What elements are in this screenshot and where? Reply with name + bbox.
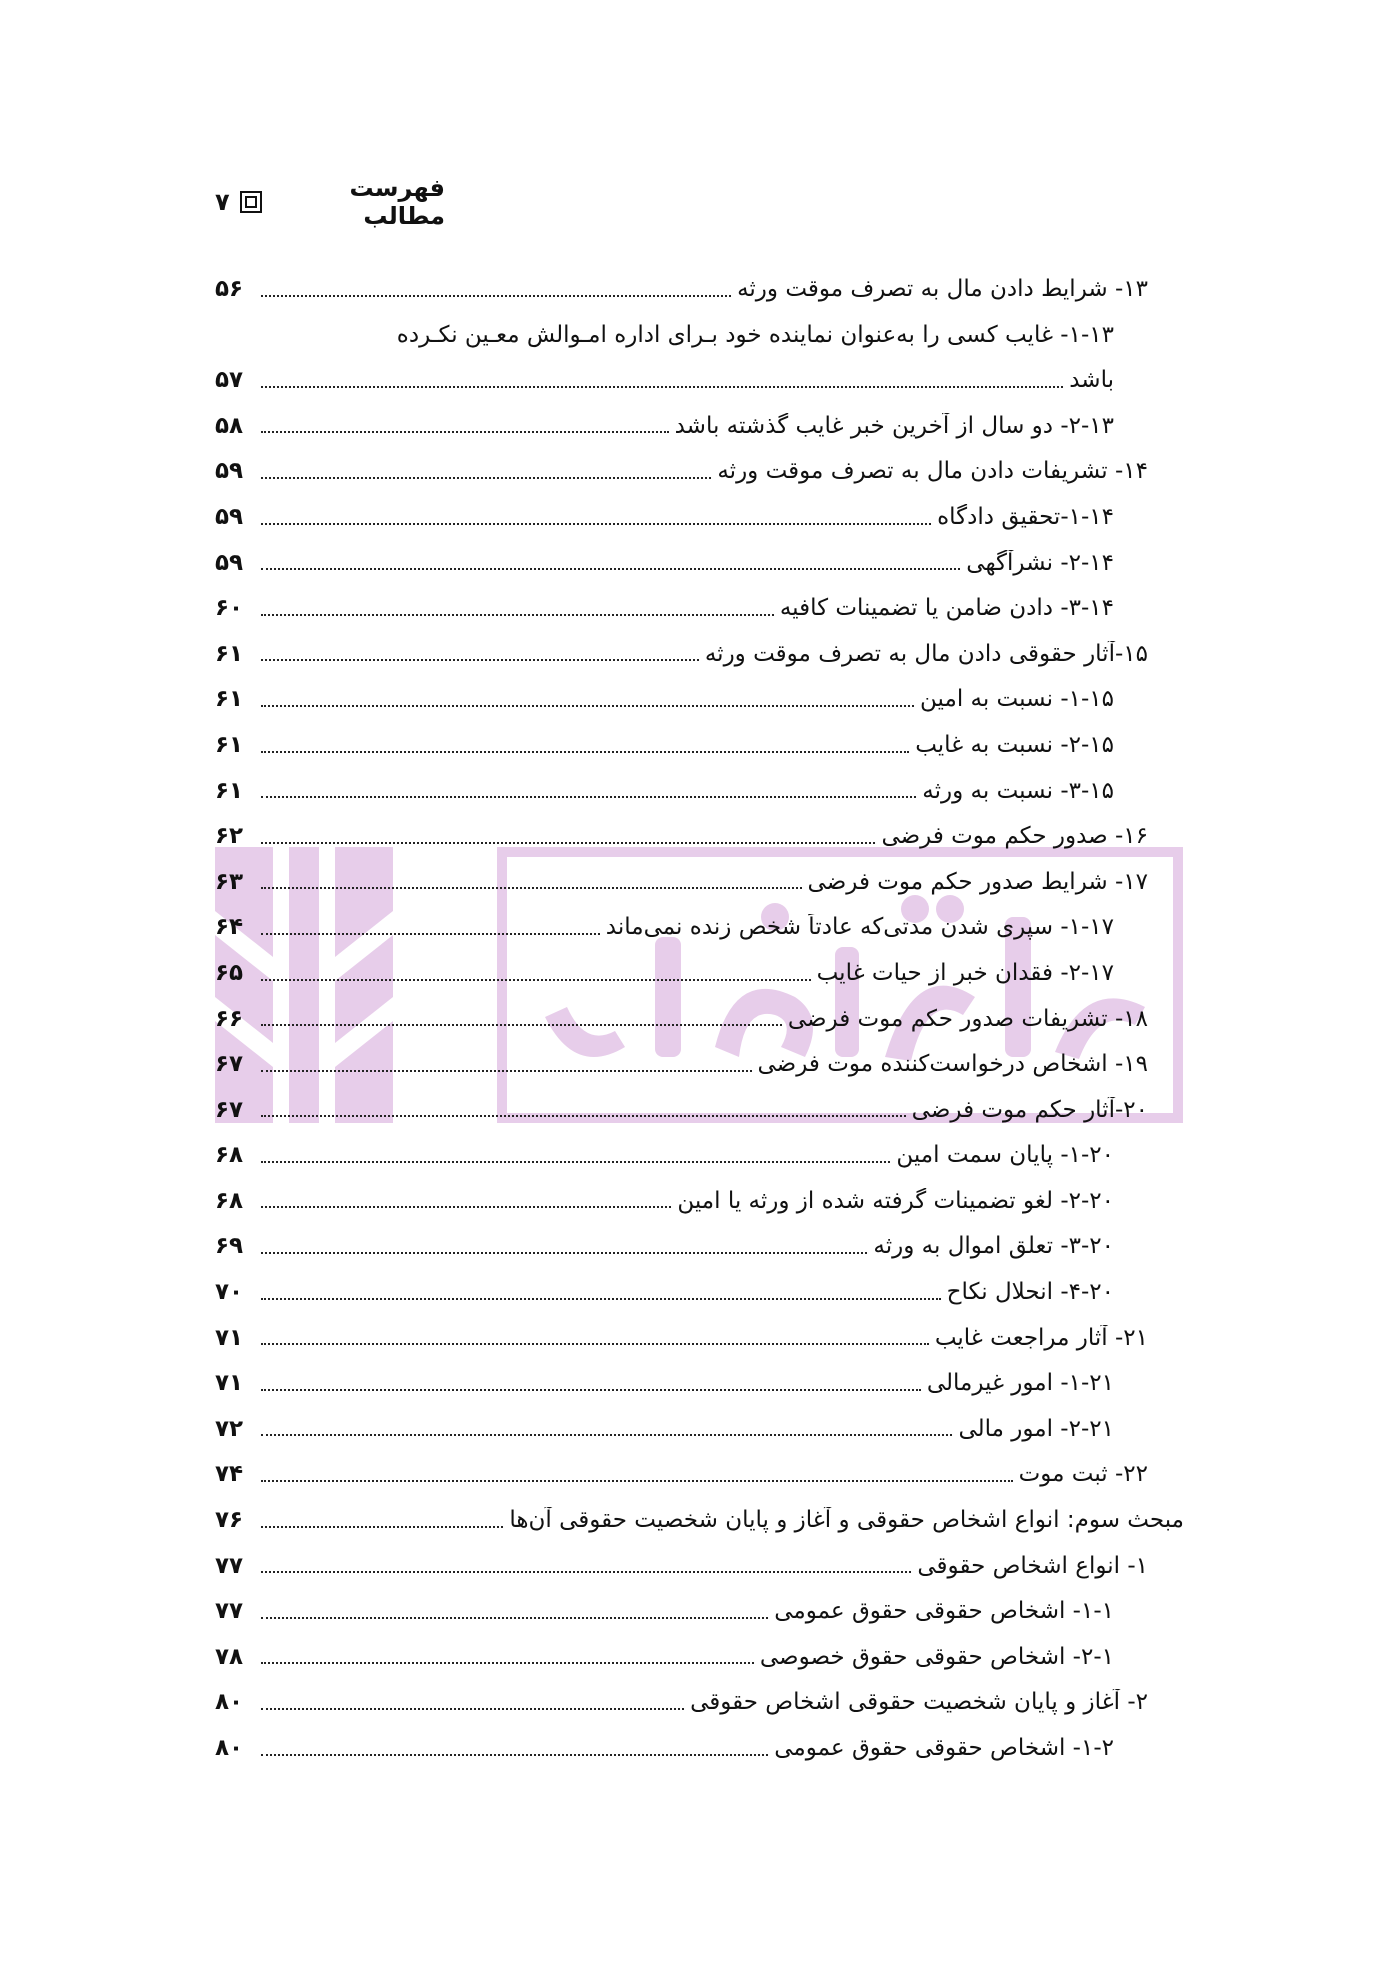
toc-entry bbox=[215, 440, 1148, 486]
toc-leader-dots bbox=[261, 933, 600, 935]
toc-page-number: ۷۷ bbox=[215, 1552, 244, 1579]
toc-entry-title: ۱۳- شرایط دادن مال به تصرف موقت ورثه bbox=[737, 276, 1148, 302]
toc-page-number: ۶۱ bbox=[215, 777, 244, 804]
toc-entry bbox=[215, 486, 1148, 532]
toc-entry-title: ۲-۲۱- امور مالی bbox=[958, 1415, 1114, 1442]
toc-page-number: ۶۸ bbox=[215, 1142, 244, 1169]
toc-entry-title: ۲- آغاز و پایان شخصیت حقوقی اشخاص حقوقی bbox=[690, 1689, 1148, 1716]
toc-entry bbox=[215, 1261, 1148, 1307]
toc-page-number: ۵۶ bbox=[215, 276, 244, 302]
toc-entry bbox=[215, 760, 1148, 806]
toc-page-number: ۶۸ bbox=[215, 1187, 244, 1214]
toc-entry bbox=[215, 714, 1148, 760]
toc-entry bbox=[215, 1079, 1148, 1125]
toc-page-number: ۷۱ bbox=[215, 1324, 244, 1351]
toc-page-number: ۶۹ bbox=[215, 1233, 244, 1260]
toc-leader-dots bbox=[261, 705, 914, 707]
toc-leader-dots bbox=[261, 477, 711, 479]
toc-entry bbox=[215, 1352, 1148, 1398]
toc-leader-dots bbox=[261, 1434, 952, 1436]
table-of-contents bbox=[215, 258, 1184, 1763]
toc-entry-title: ۱-۱۵- نسبت به امین bbox=[920, 686, 1114, 713]
toc-leader-dots bbox=[261, 1343, 929, 1345]
toc-page-number: ۶۲ bbox=[215, 823, 244, 850]
toc-entry bbox=[215, 1626, 1148, 1672]
toc-entry bbox=[215, 1124, 1148, 1170]
toc-leader-dots bbox=[261, 796, 916, 798]
toc-page-number: ۷۰ bbox=[215, 1279, 244, 1306]
toc-leader-dots bbox=[261, 659, 699, 661]
toc-entry-title: ۲-۱- اشخاص حقوقی حقوق خصوصی bbox=[759, 1643, 1114, 1670]
toc-entry-title: ۱۴- تشریفات دادن مال به تصرف موقت ورثه bbox=[717, 458, 1148, 485]
toc-page-number: ۷۱ bbox=[215, 1370, 244, 1397]
toc-entry bbox=[215, 942, 1148, 988]
toc-entry bbox=[215, 304, 1148, 350]
toc-entry-title: ۲-۱۳- دو سال از آخرین خبر غایب گذشته باشد bbox=[674, 412, 1114, 439]
toc-entry bbox=[215, 395, 1148, 441]
toc-leader-dots bbox=[261, 1206, 671, 1208]
toc-entry-title: ۳-۱۴- دادن ضامن یا تضمینات کافیه bbox=[779, 595, 1114, 622]
header-page-number: ۷ bbox=[215, 188, 230, 216]
toc-leader-dots bbox=[261, 523, 931, 525]
running-header bbox=[215, 174, 445, 230]
toc-entry-title: ۲-۲۰- لغو تضمینات گرفته شده از ورثه یا امین bbox=[677, 1187, 1114, 1214]
toc-page-number: ۶۱ bbox=[215, 731, 244, 758]
toc-leader-dots bbox=[261, 1617, 768, 1619]
toc-entry bbox=[215, 623, 1148, 669]
toc-entry bbox=[215, 668, 1148, 714]
toc-entry bbox=[215, 1535, 1148, 1581]
toc-entry bbox=[215, 1398, 1148, 1444]
toc-entry-title: ۱-۱۴-تحقیق دادگاه bbox=[937, 503, 1114, 530]
toc-entry-title: ۲-۱۴- نشرآگهی bbox=[966, 549, 1114, 576]
toc-entry-title: ۱-۱۷- سپری شدن مدتی‌که عادتاً شخص زنده نمی‌ماند bbox=[605, 914, 1114, 941]
toc-entry bbox=[215, 851, 1148, 897]
toc-leader-dots bbox=[261, 979, 811, 981]
toc-page-number: ۷۲ bbox=[215, 1415, 244, 1442]
toc-entry bbox=[215, 988, 1148, 1034]
toc-page-number: ۷۸ bbox=[215, 1643, 244, 1670]
toc-entry-title: ۱۶- صدور حکم موت فرضی bbox=[881, 823, 1148, 850]
square-ornament-icon bbox=[240, 191, 262, 213]
toc-entry-title: مبحث سوم: انواع اشخاص حقوقی و آغاز و پایان شخصیت حقوقی آن‌ها bbox=[509, 1507, 1184, 1534]
toc-entry bbox=[215, 1717, 1148, 1763]
toc-leader-dots bbox=[261, 431, 669, 433]
toc-entry-title: ۱۹- اشخاص درخواست‌کننده موت فرضی bbox=[757, 1051, 1148, 1078]
toc-leader-dots bbox=[261, 1754, 768, 1756]
toc-entry bbox=[215, 1215, 1148, 1261]
toc-entry bbox=[215, 1443, 1148, 1489]
toc-entry bbox=[215, 896, 1148, 942]
toc-entry-title: ۱-۲- اشخاص حقوقی حقوق عمومی bbox=[774, 1735, 1114, 1761]
toc-page-number: ۵۹ bbox=[215, 503, 244, 530]
toc-leader-dots bbox=[261, 1252, 867, 1254]
toc-page-number: ۶۷ bbox=[215, 1051, 244, 1078]
toc-entry-title: ۲-۱۷- فقدان خبر از حیات غایب bbox=[816, 959, 1114, 986]
toc-leader-dots bbox=[261, 1298, 941, 1300]
toc-leader-dots bbox=[261, 842, 875, 844]
toc-entry-title: ۳-۲۰- تعلق اموال به ورثه bbox=[873, 1233, 1114, 1260]
toc-page-number: ۶۰ bbox=[215, 595, 244, 622]
toc-entry-title: ۴-۲۰- انحلال نکاح bbox=[946, 1279, 1114, 1306]
toc-leader-dots bbox=[261, 1389, 921, 1391]
toc-entry bbox=[215, 258, 1148, 304]
toc-page-number: ۵۸ bbox=[215, 412, 244, 439]
toc-page-number: ۶۳ bbox=[215, 868, 244, 895]
toc-entry-title: ۱- انواع اشخاص حقوقی bbox=[917, 1552, 1148, 1579]
toc-leader-dots bbox=[261, 295, 731, 297]
toc-page-number: ۷۷ bbox=[215, 1598, 244, 1625]
toc-entry-title: ۱-۲۰- پایان سمت امین bbox=[896, 1142, 1114, 1169]
toc-leader-dots bbox=[261, 751, 909, 753]
toc-entry bbox=[215, 1307, 1148, 1353]
toc-entry-title: ۱۷- شرایط صدور حکم موت فرضی bbox=[807, 868, 1148, 895]
toc-entry-title: ۱۵-آثار حقوقی دادن مال به تصرف موقت ورثه bbox=[704, 640, 1148, 667]
toc-entry-title: ۲۲- ثبت موت bbox=[1018, 1461, 1148, 1488]
toc-leader-dots bbox=[261, 1115, 906, 1117]
toc-page-number: ۶۱ bbox=[215, 640, 244, 667]
toc-entry-title: ۳-۱۵- نسبت به ورثه bbox=[922, 777, 1114, 804]
toc-entry bbox=[215, 1170, 1148, 1216]
toc-entry bbox=[215, 532, 1148, 578]
toc-leader-dots bbox=[261, 1070, 752, 1072]
toc-page-number: ۸۰ bbox=[215, 1735, 244, 1761]
toc-page-number: ۵۷ bbox=[215, 367, 244, 394]
toc-leader-dots bbox=[261, 1526, 503, 1528]
toc-page-number: ۶۶ bbox=[215, 1005, 244, 1032]
toc-leader-dots bbox=[261, 1571, 911, 1573]
toc-entry bbox=[215, 349, 1148, 395]
toc-leader-dots bbox=[261, 386, 1063, 388]
toc-leader-dots bbox=[261, 1662, 754, 1664]
header-title: فهرست مطالب bbox=[349, 174, 445, 230]
toc-page-number: ۶۵ bbox=[215, 959, 244, 986]
toc-leader-dots bbox=[261, 1024, 782, 1026]
toc-entry-title: باشد bbox=[1069, 367, 1114, 394]
toc-entry bbox=[215, 1033, 1148, 1079]
toc-page-number: ۶۱ bbox=[215, 686, 244, 713]
toc-page-number: ۵۹ bbox=[215, 458, 244, 485]
toc-page-number: ۵۹ bbox=[215, 549, 244, 576]
toc-entry bbox=[215, 577, 1148, 623]
toc-page-number: ۶۴ bbox=[215, 914, 244, 941]
toc-page-number: ۷۶ bbox=[215, 1507, 244, 1534]
toc-leader-dots bbox=[261, 614, 774, 616]
toc-page-number: ۷۴ bbox=[215, 1461, 244, 1488]
toc-page-number: ۸۰ bbox=[215, 1689, 244, 1716]
toc-entry bbox=[215, 1489, 1184, 1535]
toc-entry-title: ۱-۲۱- امور غیرمالی bbox=[926, 1370, 1114, 1397]
toc-entry bbox=[215, 1580, 1148, 1626]
toc-leader-dots bbox=[261, 1708, 684, 1710]
toc-leader-dots bbox=[261, 568, 960, 570]
toc-entry-title: ۲-۱۵- نسبت به غایب bbox=[915, 731, 1114, 758]
toc-entry-title: ۲۰-آثار حکم موت فرضی bbox=[911, 1096, 1148, 1123]
toc-page-number: ۶۷ bbox=[215, 1096, 244, 1123]
toc-entry-title: ۱-۱۳- غایب کسی را به‌عنوان نماینده خود بـرای اداره امـوالش معـین نکـرده bbox=[396, 321, 1114, 348]
toc-entry bbox=[215, 1671, 1148, 1717]
toc-entry bbox=[215, 805, 1148, 851]
toc-leader-dots bbox=[261, 1480, 1013, 1482]
toc-entry-title: ۱-۱- اشخاص حقوقی حقوق عمومی bbox=[774, 1598, 1114, 1625]
toc-leader-dots bbox=[261, 887, 802, 889]
toc-leader-dots bbox=[261, 1161, 890, 1163]
toc-entry-title: ۲۱- آثار مراجعت غایب bbox=[934, 1324, 1148, 1351]
toc-entry-title: ۱۸- تشریفات صدور حکم موت فرضی bbox=[787, 1005, 1148, 1032]
